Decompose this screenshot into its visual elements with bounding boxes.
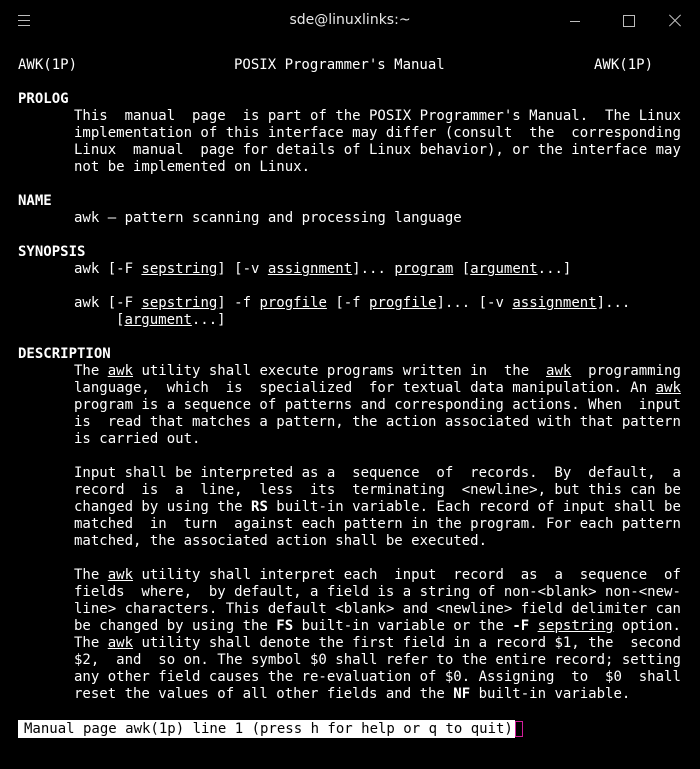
description-line: language, which is specialized for textual data manipulation. An awk	[74, 380, 681, 396]
minimize-icon[interactable]	[566, 12, 584, 30]
synopsis-line-1: awk [-F sepstring] [-v assignment]... program [argument...]	[74, 261, 572, 277]
description-line: be changed by using the FS built-in variable or the -F sepstring option.	[74, 618, 681, 634]
description-line: program is a sequence of patterns and corresponding actions. When input	[74, 397, 681, 413]
prolog-line: implementation of this interface may differ (consult the corresponding	[74, 125, 681, 141]
description-line: fields where, by default, a field is a string of non-<blank> non-<new‐	[74, 584, 681, 600]
prolog-line: This manual page is part of the POSIX Programmer's Manual. The Linux	[74, 108, 681, 124]
description-line: is carried out.	[74, 431, 201, 447]
description-line: reset the values of all other fields and the NF built-in variable.	[74, 686, 631, 702]
name-line: awk — pattern scanning and processing language	[74, 210, 462, 226]
title-bar	[0, 0, 700, 42]
section-synopsis: SYNOPSIS	[18, 244, 86, 260]
section-name: NAME	[18, 193, 52, 209]
maximize-icon[interactable]	[620, 12, 638, 30]
synopsis-line-3: [argument...]	[116, 312, 226, 328]
man-header-center: POSIX Programmer's Manual	[234, 57, 445, 73]
section-description: DESCRIPTION	[18, 346, 111, 362]
prolog-line: Linux manual page for details of Linux behavior), or the interface may	[74, 142, 681, 158]
section-prolog: PROLOG	[18, 91, 69, 107]
description-line: matched, the associated action shall be executed.	[74, 533, 488, 549]
man-header-right: AWK(1P)	[594, 57, 654, 73]
window-title: sde@linuxlinks:~	[289, 12, 411, 28]
description-line: any other field causes the re-evaluation of $0. Assigning to $0 shall	[74, 669, 681, 685]
description-line: changed by using the RS built-in variable. Each record of input shall be	[74, 499, 681, 515]
description-line: line> characters. This default <blank> and <newline> field delimiter can	[74, 601, 681, 617]
description-line: record is a line, less its terminating <newline>, but this can be	[74, 482, 681, 498]
synopsis-line-2: awk [-F sepstring] -f progfile [-f progfile]... [-v assignment]...	[74, 295, 631, 311]
description-line: The awk utility shall execute programs written in the awk programming	[74, 363, 681, 379]
pager-status-line: Manual page awk(1p) line 1 (press h for help or q to quit)	[18, 720, 515, 738]
description-line: $2, and so on. The symbol $0 shall refer to the entire record; setting	[74, 652, 681, 668]
description-line: The awk utility shall interpret each input record as a sequence of	[74, 567, 681, 583]
description-line: Input shall be interpreted as a sequence of records. By default, a	[74, 465, 681, 481]
close-icon[interactable]	[666, 12, 684, 30]
description-line: matched in turn against each pattern in the program. For each pattern	[74, 516, 681, 532]
terminal-cursor[interactable]	[515, 721, 523, 737]
man-header-left: AWK(1P)	[18, 57, 78, 73]
description-line: The awk utility shall denote the first field in a record $1, the second	[74, 635, 681, 651]
description-line: is read that matches a pattern, the action associated with that pattern	[74, 414, 681, 430]
prolog-line: not be implemented on Linux.	[74, 159, 311, 175]
